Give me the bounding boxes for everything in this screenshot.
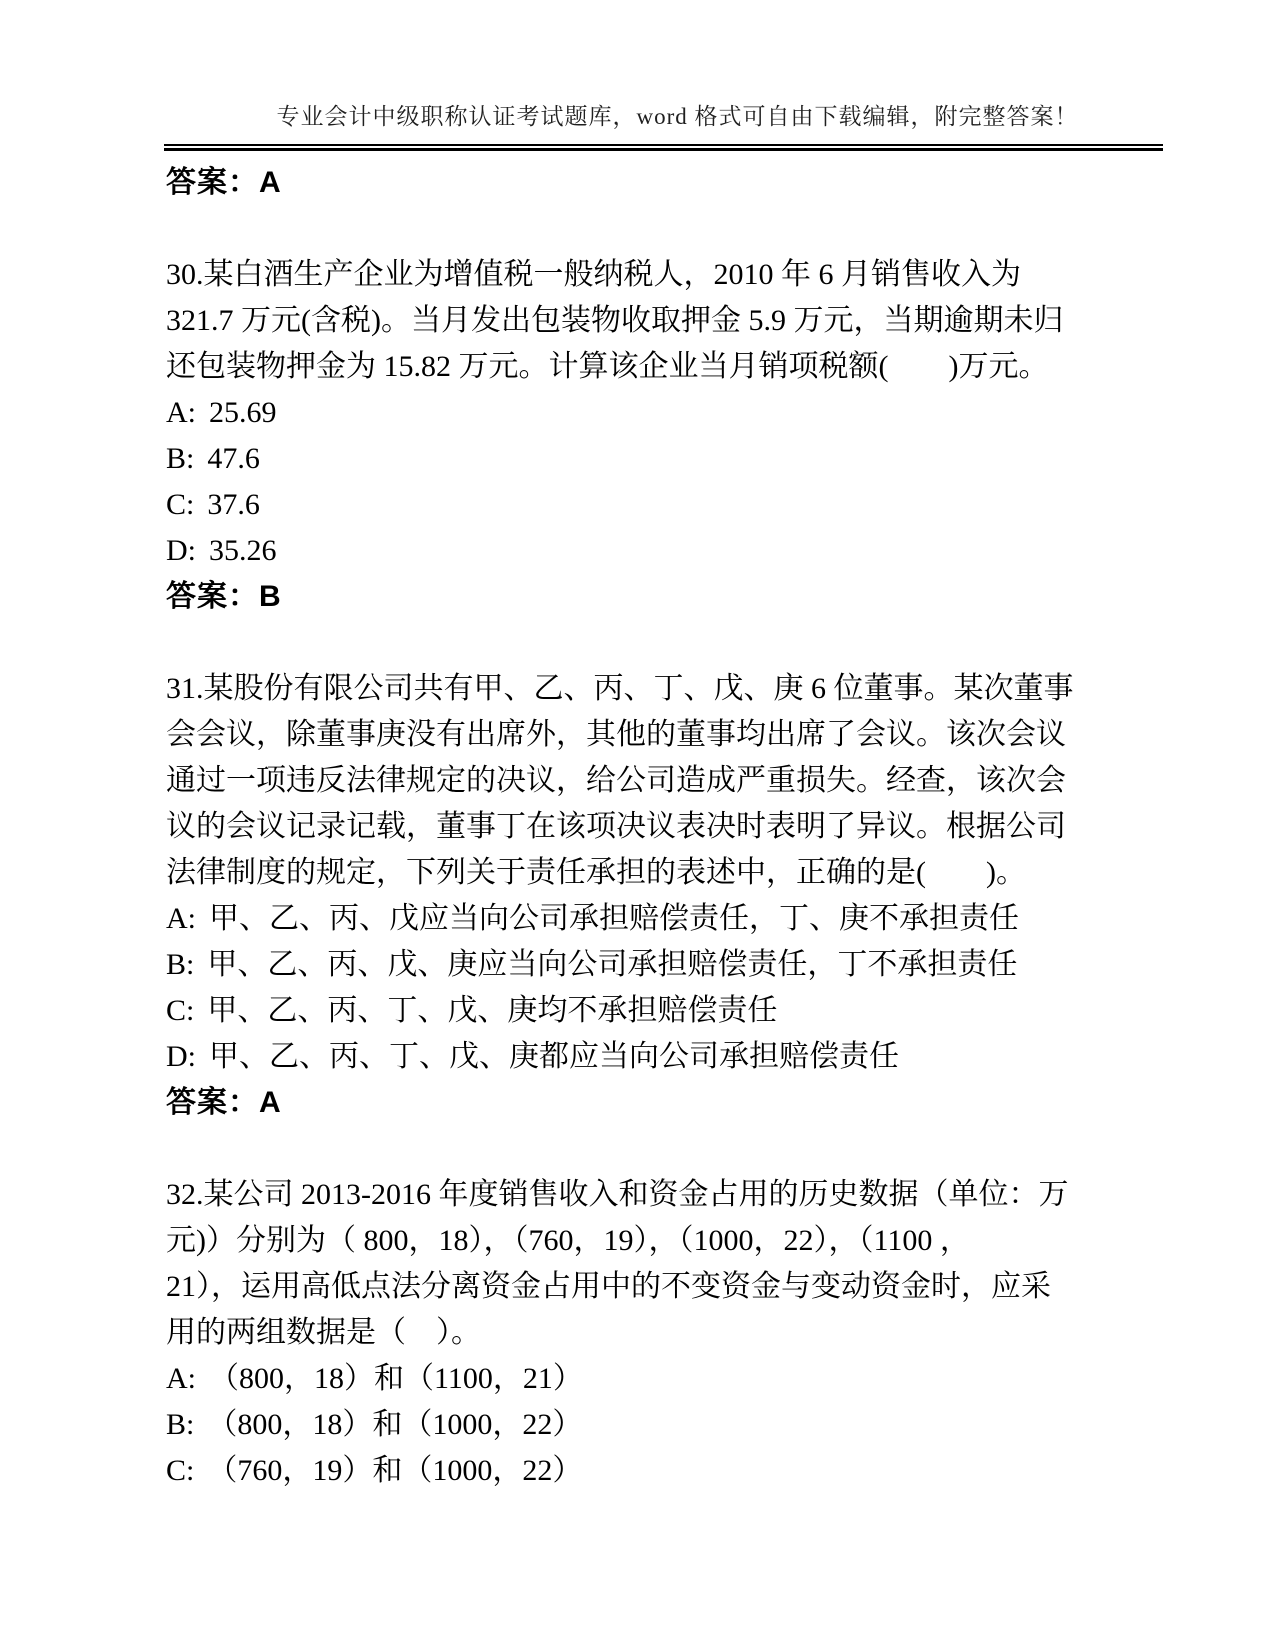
question-30-option-d: [166, 528, 1111, 574]
question-31-option-d: [166, 1034, 1111, 1080]
question-30-option-b: [166, 436, 1111, 482]
question-31-text: 议的会议记录记载，董事丁在该项决议表决时表明了异议。根据公司: [166, 810, 1066, 843]
question-31-text: 通过一项违反法律规定的决议，给公司造成严重损失。经查，该次会: [166, 764, 1066, 797]
header-text: 专业会计中级职称认证考试题库，word 格式可自由下载编辑，附完整答案！: [276, 104, 1079, 129]
question-31-text: 31.某股份有限公司共有甲、乙、丙、丁、戊、庚 6 位董事。某次董事: [166, 672, 1074, 705]
question-31-line-2: [166, 712, 1111, 758]
answer-value: B: [259, 580, 282, 613]
question-31-option-b: [166, 942, 1111, 988]
option-text: 25.69: [209, 396, 277, 429]
question-30-text: 321.7 万元(含税)。当月发出包装物收取押金 5.9 万元，当期逾期未归: [166, 304, 1064, 337]
question-32-line-2: [166, 1218, 1111, 1264]
spacer: [166, 206, 1111, 252]
question-31-line-3: [166, 758, 1111, 804]
question-30-text: 30.某白酒生产企业为增值税一般纳税人，2010 年 6 月销售收入为: [166, 258, 1021, 291]
option-text: 35.26: [209, 534, 277, 567]
answer-value: A: [259, 1086, 282, 1119]
option-text: 47.6: [207, 442, 260, 475]
question-31-option-a: [166, 896, 1111, 942]
option-label: C:: [166, 488, 195, 521]
question-32-text: 用的两组数据是（ ）。: [166, 1316, 481, 1349]
option-text: 37.6: [207, 488, 260, 521]
question-32-text: 21），运用高低点法分离资金占用中的不变资金与变动资金时，应采: [166, 1270, 1051, 1303]
question-30-text: 还包装物押金为 15.82 万元。计算该企业当月销项税额( )万元。: [166, 350, 1049, 383]
spacer: [166, 620, 1111, 666]
answer-label: 答案：: [166, 1086, 259, 1119]
document-body: [166, 160, 1111, 1494]
question-32-line-1: [166, 1172, 1111, 1218]
option-text: 甲、乙、丙、丁、戊、庚均不承担赔偿责任: [207, 994, 778, 1027]
question-31-answer: [166, 1080, 1111, 1126]
question-31-option-c: [166, 988, 1111, 1034]
answer-label: 答案：: [166, 580, 259, 613]
question-32-option-c: [166, 1448, 1111, 1494]
option-text: 甲、乙、丙、戊、庚应当向公司承担赔偿责任，丁不承担责任: [207, 948, 1018, 981]
question-30-line-3: [166, 344, 1111, 390]
option-label: B:: [166, 948, 195, 981]
question-30-line-1: [166, 252, 1111, 298]
spacer: [166, 1126, 1111, 1172]
question-30-option-a: [166, 390, 1111, 436]
header-divider: [164, 144, 1163, 151]
question-32-option-b: [166, 1402, 1111, 1448]
question-32-text: 元)）分别为（ 800，18），（760，19），（1000，22），（1100 ，: [166, 1224, 970, 1257]
option-text: （800，18）和（1000，22）: [207, 1408, 583, 1441]
question-32-text: 32.某公司 2013-2016 年度销售收入和资金占用的历史数据（单位：万: [166, 1178, 1069, 1211]
question-31-line-1: [166, 666, 1111, 712]
option-label: B:: [166, 442, 195, 475]
option-label: B:: [166, 1408, 195, 1441]
option-label: A:: [166, 902, 196, 935]
question-32-line-4: [166, 1310, 1111, 1356]
option-label: D:: [166, 1040, 196, 1073]
option-text: 甲、乙、丙、丁、戊、庚都应当向公司承担赔偿责任: [209, 1040, 899, 1073]
option-text: （800，18）和（1100，21）: [209, 1362, 583, 1395]
option-label: A:: [166, 1362, 196, 1395]
option-label: A:: [166, 396, 196, 429]
answer-value: A: [259, 166, 282, 199]
answer-label: 答案：: [166, 166, 259, 199]
answer-line-previous-question: [166, 160, 1111, 206]
question-32-line-3: [166, 1264, 1111, 1310]
question-30-option-c: [166, 482, 1111, 528]
option-label: C:: [166, 1454, 195, 1487]
question-31-line-4: [166, 804, 1111, 850]
option-text: （760，19）和（1000，22）: [207, 1454, 583, 1487]
option-label: D:: [166, 534, 196, 567]
question-30-line-2: [166, 298, 1111, 344]
question-31-line-5: [166, 850, 1111, 896]
question-32-option-a: [166, 1356, 1111, 1402]
question-31-text: 会会议，除董事庚没有出席外，其他的董事均出席了会议。该次会议: [166, 718, 1066, 751]
option-text: 甲、乙、丙、戊应当向公司承担赔偿责任，丁、庚不承担责任: [209, 902, 1019, 935]
option-label: C:: [166, 994, 195, 1027]
question-30-answer: [166, 574, 1111, 620]
question-31-text: 法律制度的规定，下列关于责任承担的表述中，正确的是( )。: [166, 856, 1026, 889]
